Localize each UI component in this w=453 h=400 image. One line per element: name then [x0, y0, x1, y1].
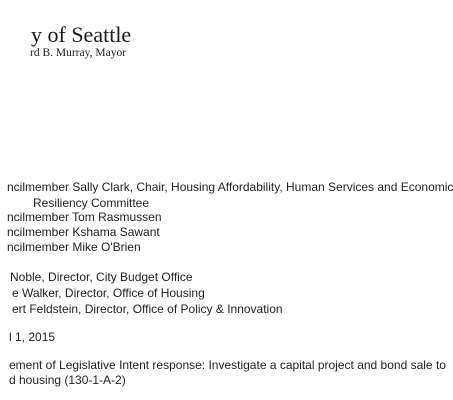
- letterhead-title: y of Seattle: [31, 22, 132, 47]
- memo-date: l 1, 2015: [9, 330, 56, 344]
- to-line-2: Resiliency Committee: [33, 196, 150, 210]
- subject-line-1: ement of Legislative Intent response: Investigate a capital project and bond sale to: [9, 358, 446, 372]
- to-line-3: ncilmember Tom Rasmussen: [7, 210, 162, 224]
- from-line-1: Noble, Director, City Budget Office: [10, 270, 193, 284]
- subject-line-2: d housing (130-1-A-2): [9, 373, 126, 387]
- to-line-4: ncilmember Kshama Sawant: [7, 225, 160, 239]
- letterhead-subtitle: rd B. Murray, Mayor: [30, 47, 127, 59]
- from-line-3: ert Feldstein, Director, Office of Policy & Innovation: [12, 302, 283, 316]
- from-line-2: e Walker, Director, Office of Housing: [12, 286, 205, 300]
- to-line-5: ncilmember Mike O'Brien: [7, 240, 141, 254]
- to-line-1: ncilmember Sally Clark, Chair, Housing Affordability, Human Services and Economic: [7, 180, 453, 194]
